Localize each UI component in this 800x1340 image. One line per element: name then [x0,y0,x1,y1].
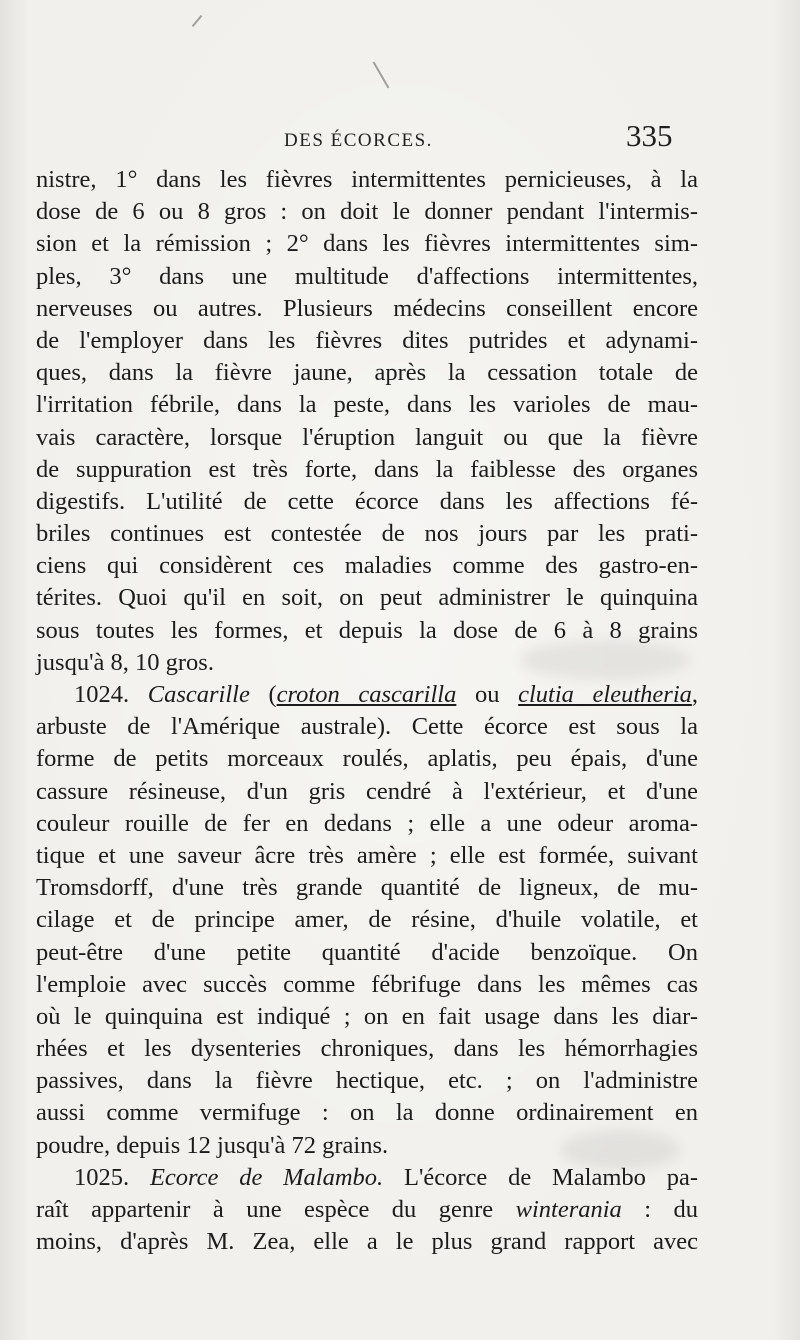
latin-name: croton cascarilla [276,681,457,708]
text-line: vais caractère, lorsque l'éruption languit ou que la fièvre [36,423,698,451]
text-line: nistre, 1° dans les fièvres intermittentes pernicieuses, à la [36,166,698,193]
text-line: l'emploie avec succès comme fébrifuge dans les mêmes cas [36,970,698,998]
text-line: l'irritation fébrile, dans la peste, dans les varioles de mau- [36,391,698,419]
paren-open: ( [249,681,277,708]
text-line: arbuste de l'Amérique australe). Cette écorce est sous la [36,713,698,741]
text-line: aussi comme vermifuge : on la donne ordinairement en [36,1099,698,1127]
page-number: 335 [626,118,673,153]
genus-name: winterania [515,1196,622,1223]
text-line: ques, dans la fièvre jaune, après la cessation totale de [36,359,698,387]
text-line: ciens qui considèrent ces maladies comme des gastro-en- [36,552,698,580]
text-line: poudre, depuis 12 jusqu'à 72 grains. [36,1131,389,1159]
text-line: dose de 6 ou 8 gros : on doit le donner pendant l'intermis- [36,198,698,226]
paper-mark [373,62,390,89]
paper-mark [192,15,203,27]
text-line: couleur rouille de fer en dedans ; elle a une odeur aroma- [36,809,698,837]
text-line: nerveuses ou autres. Plusieurs médecins conseillent encore [36,294,698,322]
text-line: où le quinquina est indiqué ; on en fait usage dans les diar- [36,1002,698,1030]
paragraph-number: 1024. [74,681,130,708]
text-line: tique et une saveur âcre très amère ; elle est formée, suivant [36,841,698,869]
conjunction: ou [456,681,519,708]
page-header [0,118,800,158]
entry-name: Ecorce de Malambo. [149,1163,384,1191]
latin-name: clutia eleutheria [518,681,692,708]
text-line: ples, 3° dans une multitude d'affections intermittentes, [36,262,698,290]
text-line: de suppuration est très forte, dans la faiblesse des organes [36,455,698,483]
running-head: DES ÉCORCES. [284,130,433,151]
entry-name: Cascarille [147,681,250,708]
text-line: jusqu'à 8, 10 gros. [36,648,214,676]
text-line: peut-être d'une petite quantité d'acide benzoïque. On [36,938,698,966]
paragraph-1025-heading [36,1162,698,1194]
paragraph-number: 1025. [74,1163,130,1191]
text-run: : du [621,1196,699,1223]
text-line: forme de petits morceaux roulés, aplatis, peu épais, d'une [36,745,698,773]
text-line: digestifs. L'utilité de cette écorce dans les affections fé- [36,487,698,515]
text-line: sion et la rémission ; 2° dans les fièvres intermittentes sim- [36,230,698,258]
paragraph-1024-heading [36,679,698,711]
text-line: cilage et de principe amer, de résine, d'huile volatile, et [36,906,698,934]
text-line: sous toutes les formes, et depuis la dose de 6 à 8 grains [36,616,698,644]
text-line: passives, dans la fièvre hectique, etc. ; on l'administre [36,1067,698,1095]
page-body [36,164,698,1258]
text-line: rhées et les dysenteries chroniques, dans les hémorrhagies [36,1035,698,1063]
text-run: raît appartenir à une espèce du genre [36,1196,516,1223]
comma: , [691,681,699,708]
text-line: moins, d'après M. Zea, elle a le plus grand rapport avec [36,1228,698,1256]
text-line [36,1194,698,1226]
text-run: L'écorce de Malambo pa- [383,1163,699,1191]
text-line: Tromsdorff, d'une très grande quantité de ligneux, de mu- [36,874,698,902]
text-line: de l'employer dans les fièvres dites putrides et adynami- [36,326,698,354]
text-line: briles continues est contestée de nos jours par les prati- [36,520,698,548]
text-line: térites. Quoi qu'il en soit, on peut administrer le quinquina [36,584,698,612]
text-line: cassure résineuse, d'un gris cendré à l'extérieur, et d'une [36,777,698,805]
